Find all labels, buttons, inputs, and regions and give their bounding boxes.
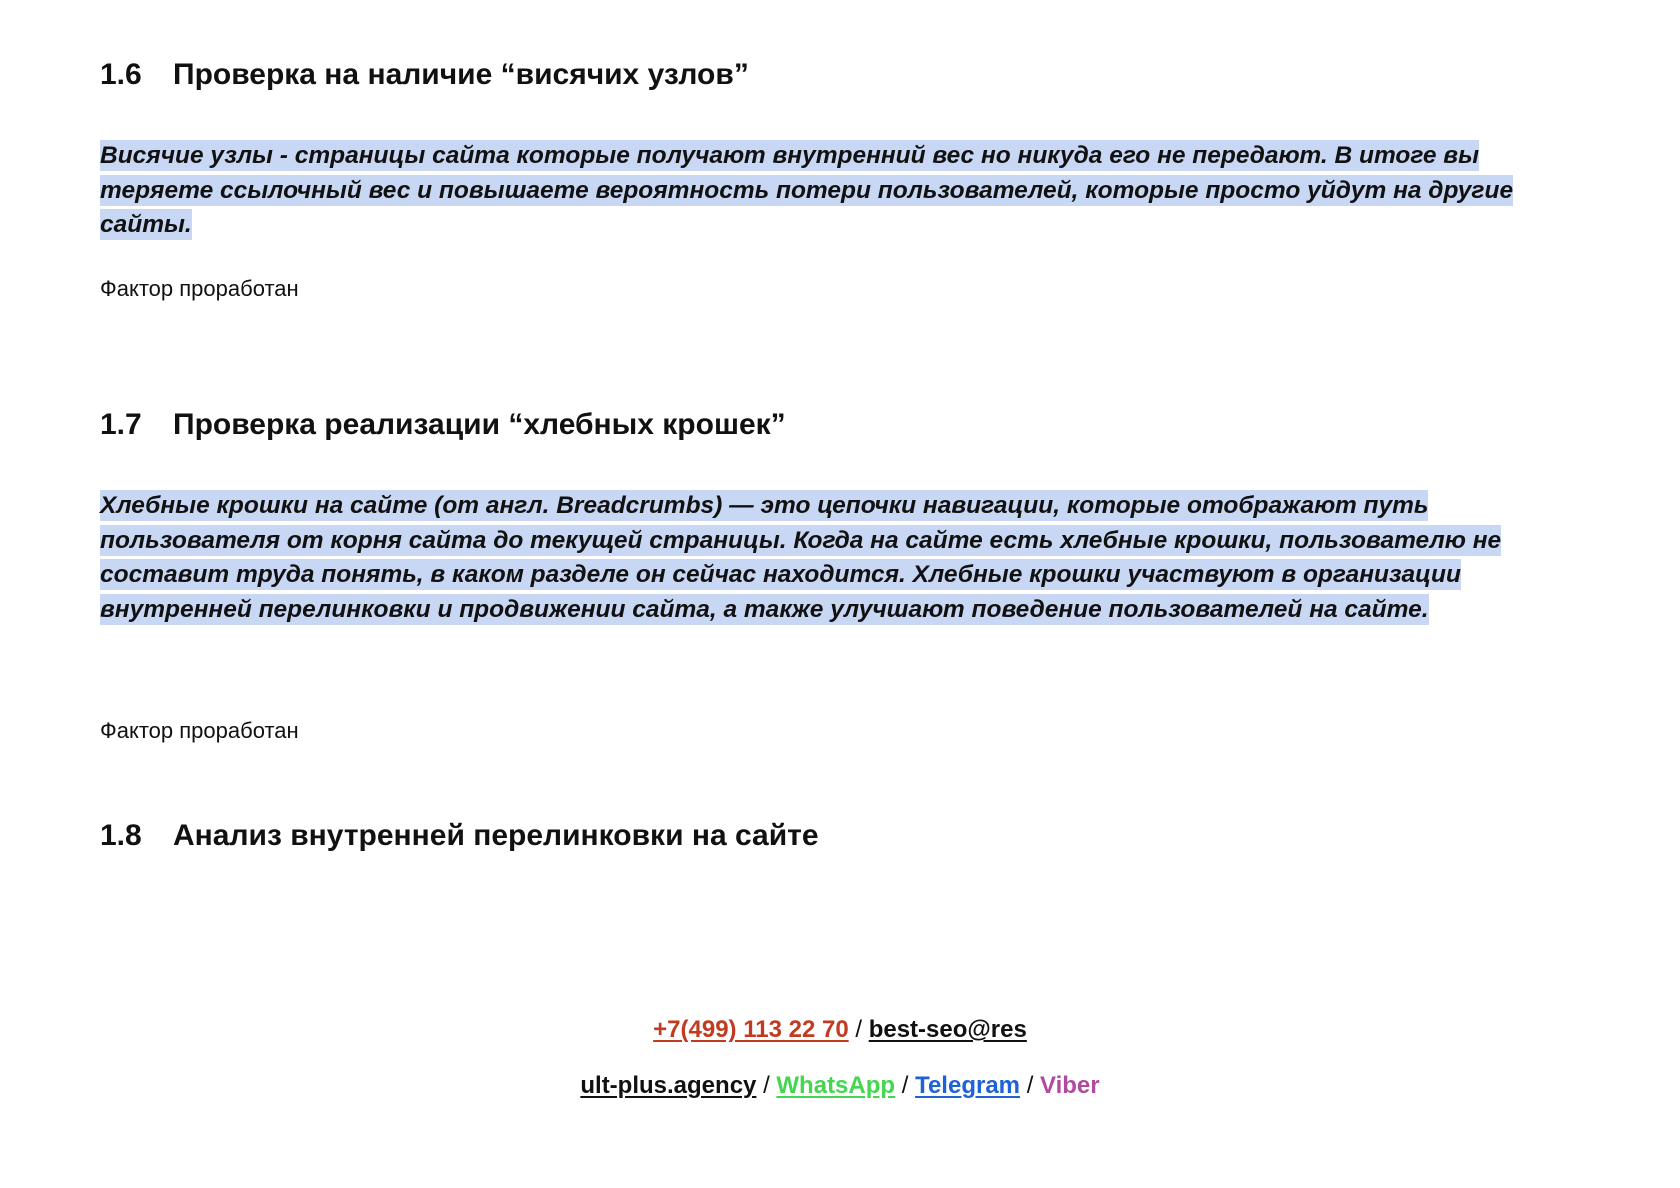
section-heading-1-8 [100, 818, 819, 854]
telegram-link[interactable]: Telegram [915, 1072, 1021, 1099]
section-title: Проверка на наличие “висячих узлов” [173, 58, 749, 91]
footer-contacts-line-2 [0, 1071, 1680, 1101]
highlighted-text: Висячие узлы - страницы сайта которые получают внутренний вес но никуда его не передают. В итоге вы теряете ссылочный вес и повышаете вероятность потери пользователей, которые просто уйдут на другие сайты. [100, 142, 1514, 238]
whatsapp-link[interactable]: WhatsApp [776, 1072, 896, 1099]
separator: / [855, 1016, 863, 1043]
viber-link[interactable]: Viber [1040, 1072, 1100, 1099]
section-number: 1.7 [100, 408, 142, 441]
separator: / [763, 1072, 770, 1099]
section-description-1-7 [100, 489, 1570, 627]
separator: / [1026, 1072, 1034, 1099]
email-link-continued[interactable]: ult-plus.agency [580, 1072, 757, 1099]
phone-link[interactable]: +7(499) 113 22 70 [653, 1016, 849, 1043]
section-status-1-7: Фактор проработан [100, 718, 299, 743]
section-title: Анализ внутренней перелинковки на сайте [173, 819, 819, 852]
section-heading-1-7 [100, 407, 786, 443]
footer-contacts-line-1 [0, 1015, 1680, 1045]
section-title: Проверка реализации “хлебных крошек” [173, 408, 786, 441]
section-description-1-6 [100, 139, 1570, 243]
section-heading-1-6 [100, 57, 749, 93]
email-link[interactable]: best-seo@res [868, 1016, 1027, 1043]
highlighted-text: Хлебные крошки на сайте (от англ. Breadcrumbs) — это цепочки навигации, которые отображают путь пользователя от корня сайта до текущей страницы. Когда на сайте есть хлебные крошки, пользователю не составит труда понять, в каком разделе он сейчас находится. Хлебные крошки участвуют в организации внутренней перелинковки и продвижении сайта, а также улучшают поведение пользователей на сайте. [100, 492, 1502, 623]
section-number: 1.8 [100, 819, 142, 852]
section-number: 1.6 [100, 58, 142, 91]
separator: / [901, 1072, 909, 1099]
section-status-1-6: Фактор проработан [100, 276, 299, 301]
